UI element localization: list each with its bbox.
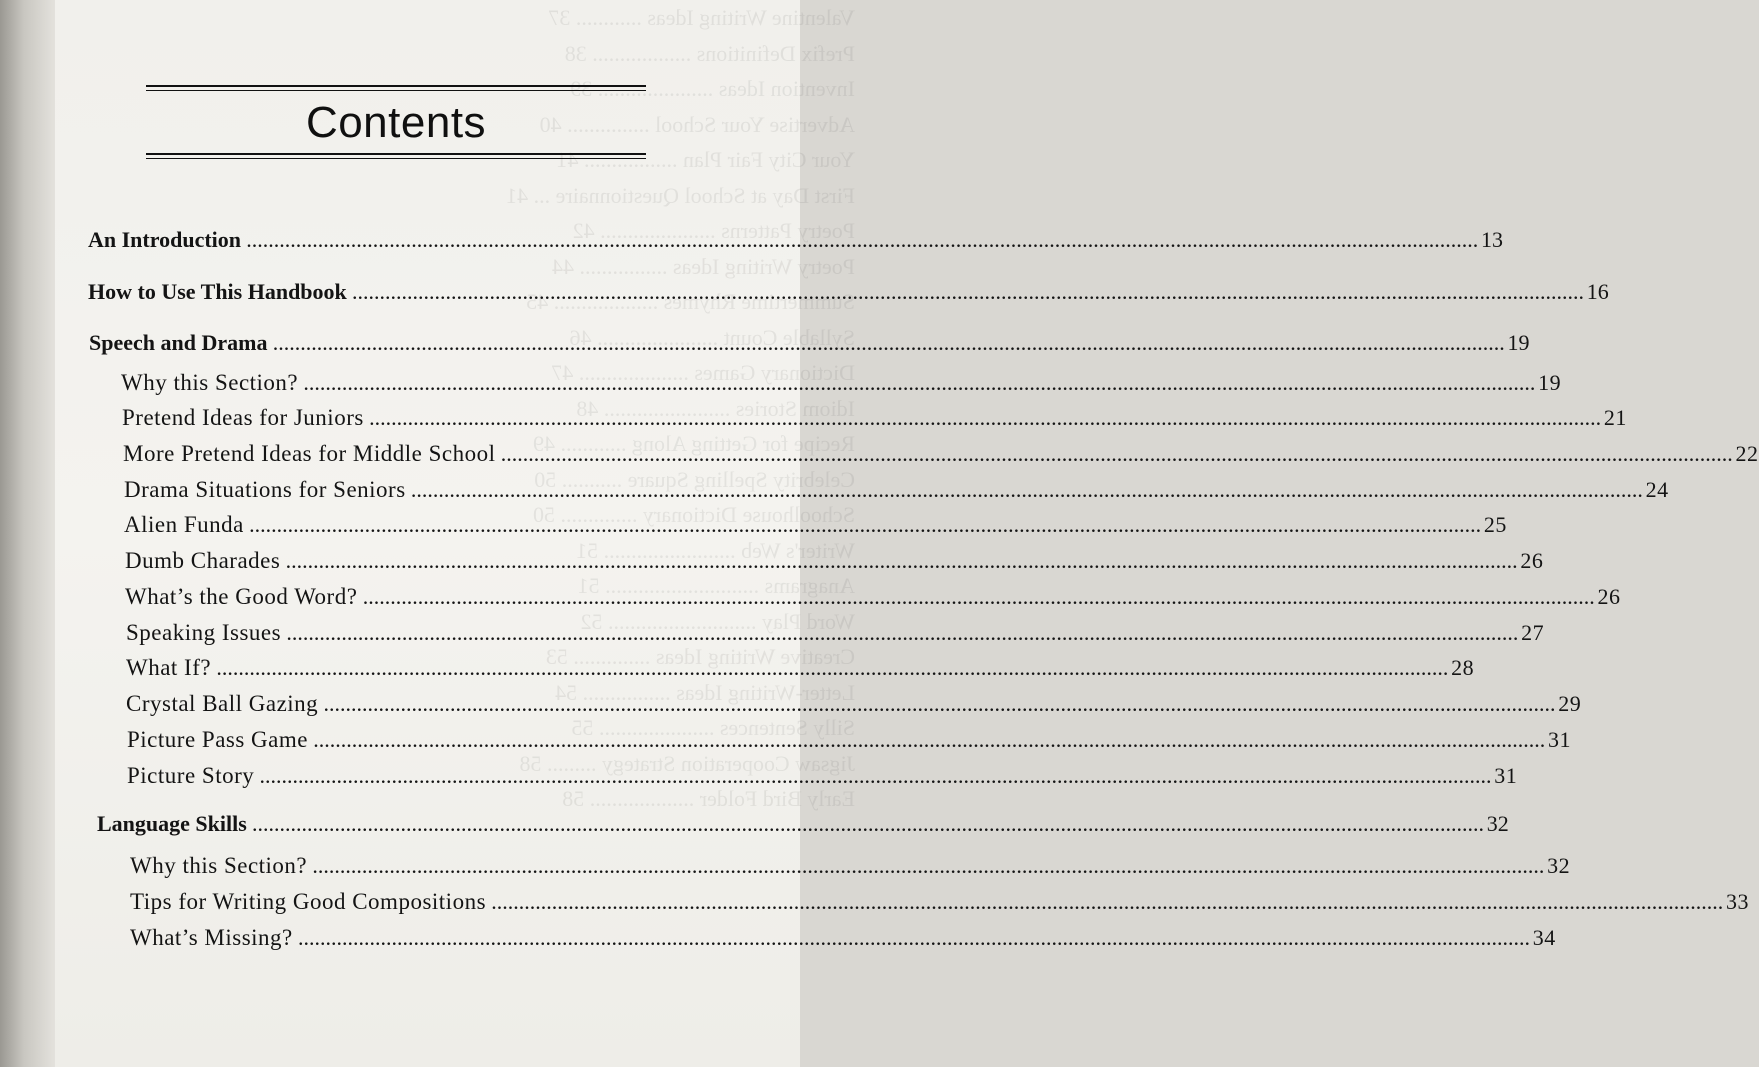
toc-entry [125,548,1544,574]
toc-entry-label: Picture Story [127,763,255,788]
toc-leader [313,860,1545,878]
toc-leader [286,555,1518,573]
toc-page-number: 24 [1645,477,1669,502]
toc-entry-label: What’s Missing? [130,925,293,950]
toc-leader [363,591,1595,609]
toc-entry [122,405,1627,431]
toc-page-number: 19 [1507,330,1530,355]
toc-section-label: Speech and Drama [89,330,268,355]
toc-leader [314,734,1546,752]
toc-entry [126,655,1475,681]
toc-entry-label: Crystal Ball Gazing [126,691,319,716]
toc-leader [412,484,1644,502]
toc-entry [126,620,1545,646]
toc-section-label: Language Skills [97,811,247,836]
toc-entry [130,853,1571,879]
toc-entry [121,370,1562,396]
toc-section [88,279,1609,305]
toc-entry [124,477,1669,503]
toc-leader [492,896,1724,914]
toc-page-number: 13 [1481,227,1504,252]
toc-entry-label: Why this Section? [121,370,299,395]
toc-entry-label: What If? [126,655,212,680]
toc-page-number: 25 [1483,512,1507,537]
toc-section-label: How to Use This Handbook [88,279,347,304]
toc-leader [273,337,1505,355]
toc-entry-label: Pretend Ideas for Juniors [122,405,364,430]
toc-page-number: 22 [1735,441,1759,466]
toc-leader [250,519,1482,537]
toc-entry [123,441,1759,467]
toc-entry [125,584,1621,610]
toc-entry [130,925,1556,951]
toc-page-number: 19 [1538,370,1562,395]
toc-section-label: An Introduction [88,227,242,252]
toc-entry-label: More Pretend Ideas for Middle School [123,441,496,466]
toc-entry-label: Picture Pass Game [127,727,308,752]
toc-entry-label: Alien Funda [124,512,244,537]
toc-leader [287,627,1519,645]
toc-entry-label: Speaking Issues [126,620,282,645]
toc-section [88,227,1504,253]
toc-entry [127,727,1571,753]
toc-entry-label: What’s the Good Word? [125,584,358,609]
toc-leader [502,448,1734,466]
toc-page-number: 28 [1451,655,1475,680]
toc-page-number: 33 [1726,889,1750,914]
toc-page-number: 31 [1494,763,1518,788]
toc-page-number: 32 [1547,853,1571,878]
toc-leader [247,234,1479,252]
page-title: Contents [305,98,487,147]
toc-entry [124,512,1507,538]
toc-page-number: 34 [1532,925,1556,950]
toc-section [89,330,1530,356]
toc-leader [253,818,1485,836]
toc-page-number: 16 [1586,279,1609,304]
toc-leader [353,286,1585,304]
toc-leader [299,932,1531,950]
title-rule-bottom [146,153,646,159]
toc-leader [370,412,1602,430]
toc-page-number: 29 [1558,691,1582,716]
toc-page-number: 27 [1521,620,1545,645]
toc-entry-label: Tips for Writing Good Compositions [130,889,487,914]
show-through-text: Valentine Writing Ideas ............ 37 Prefix Definitions .................. 38 Invention Ideas ..................... 39 Advertise Your School ............... 40 Your City Fair Plan ................. 41 First Day at School Questionnaire ... 41 Poetry Patterns ..................... 42 Poetry Writing Ideas ................ 44 Summertime Rhymes ................... 45 Syllable Count ...................... 46 Dictionary Games .................... 47 Idiom Stories ....................... 48 Recipe for Getting Along ............ 49 Celebrity Spelling Square ........... 50 Schoolhouse Dictionary .............. 50 Writer's Web ........................ 51 Anagrams ............................ 51 Word Play ........................... 52 Creative Writing Ideas .............. 53 Letter-Writing Ideas ................ 54 Silly Sentences ..................... 55 Jigsaw Cooperation Strategy ......... 58 Early Bird Folder ................... 58 [506,5,855,811]
toc-page-number: 26 [1597,584,1621,609]
toc-entry-label: Drama Situations for Seniors [124,477,406,502]
toc-leader [304,377,1536,395]
toc-section [97,811,1509,837]
toc-leader [324,698,1556,716]
toc-entry [127,763,1518,789]
toc-entry-label: Why this Section? [130,853,308,878]
toc-leader [260,770,1492,788]
toc-entry [130,889,1750,915]
toc-leader [217,662,1449,680]
book-spine-shadow [0,0,60,1067]
toc-entry-label: Dumb Charades [125,548,281,573]
toc-page-number: 21 [1603,405,1627,430]
toc-page-number: 32 [1486,811,1509,836]
toc-entry [126,691,1582,717]
toc-page-number: 31 [1547,727,1571,752]
toc-page-number: 26 [1520,548,1544,573]
title-rule-top [146,85,646,91]
